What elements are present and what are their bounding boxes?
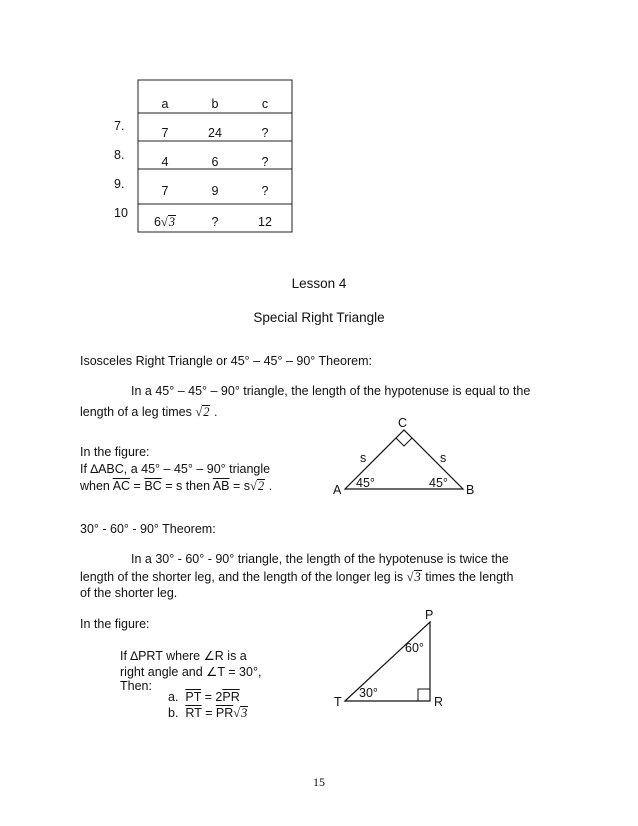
segment-rt: $\overline{RT}$	[185, 706, 202, 720]
table-cell: ?	[261, 126, 269, 140]
item-b-marker: b.	[168, 706, 179, 720]
row-number-7: 7.	[114, 119, 125, 133]
vertex-t-label: T	[334, 695, 342, 709]
when-text: when	[80, 479, 110, 493]
radical-sign: √	[160, 215, 168, 229]
table-cell: 7	[161, 184, 169, 198]
then-text: = s then	[165, 479, 211, 493]
radical-sign: √	[406, 570, 414, 584]
header-c: c	[261, 97, 269, 111]
row-number-9: 9.	[114, 177, 125, 191]
vertex-c-label: C	[398, 416, 408, 430]
table-cell: 24	[208, 126, 222, 140]
segment-ab: $\overline{AB}$	[212, 479, 230, 493]
theorem2-body-line1: In a 30° - 60° - 90° triangle, the length of the hypotenuse is twice the	[131, 552, 509, 566]
lesson-title: Lesson 4	[291, 276, 347, 291]
radical-sign: √	[195, 405, 203, 419]
header-b: b	[211, 97, 219, 111]
figure-radicand: 2	[257, 479, 265, 493]
vertex-p-label: P	[425, 608, 434, 622]
theorem1-heading: Isosceles Right Triangle or 45° – 45° – 90° Theorem:	[80, 354, 373, 368]
segment-ac: $\overline{AC}$	[112, 479, 131, 493]
radical-sign: √	[233, 706, 241, 720]
item-b-equals: =	[205, 706, 213, 720]
equals-s-text: = s	[233, 479, 251, 493]
figure-period: .	[268, 479, 273, 493]
angle-a-label: 45°	[356, 476, 375, 490]
angle-b-label: 45°	[429, 476, 448, 490]
segment-pr: $\overline{PR}$	[222, 690, 240, 704]
table-cell-radicand: 3	[168, 215, 176, 229]
theorem1-period: .	[213, 405, 218, 419]
theorem1-radicand: 2	[203, 405, 210, 419]
table-cell: 9	[211, 184, 219, 198]
vertex-a-label: A	[333, 483, 342, 497]
header-a: a	[161, 97, 169, 111]
theorem2-heading: 30° - 60° - 90° Theorem:	[80, 522, 216, 536]
table-cell: ?	[261, 155, 269, 169]
vertex-b-label: B	[466, 483, 475, 497]
item-a-marker: a.	[168, 690, 179, 704]
leg-bc-label: s	[440, 451, 447, 465]
theorem2-body-text: length of the shorter leg, and the length of the longer leg is	[80, 570, 404, 584]
lesson-subtitle: Special Right Triangle	[253, 310, 385, 325]
page-number: 15	[313, 775, 325, 789]
table-cell-coefficient: 6	[153, 215, 161, 229]
leg-ac-label: s	[360, 451, 367, 465]
table-cell: 12	[258, 215, 272, 229]
vertex-r-label: R	[434, 695, 444, 709]
table-cell: ?	[211, 215, 219, 229]
table-cell: ?	[261, 184, 269, 198]
theorem2-radicand: 3	[414, 570, 421, 584]
table-cell: 6	[211, 155, 219, 169]
angle-p-label: 60°	[405, 641, 424, 655]
segment-bc: $\overline{BC}$	[144, 479, 162, 493]
theorem2-figure-line1: If ∆PRT where ∠R is a	[120, 649, 247, 663]
theorem2-figure-line2: right angle and ∠T = 30°,	[120, 665, 262, 679]
right-angle-mark	[418, 689, 430, 701]
theorem2-figure-intro: In the figure:	[80, 617, 150, 631]
theorem1-body-text: length of a leg times	[80, 405, 192, 419]
theorem1-body-line1: In a 45° – 45° – 90° triangle, the length of the hypotenuse is equal to the	[131, 384, 531, 398]
table-cell: 4	[161, 155, 169, 169]
item-b-radicand: 3	[241, 706, 248, 720]
theorem1-figure-line1: If ∆ABC, a 45° – 45° – 90° triangle	[80, 462, 271, 476]
theorem2-body-line3: of the shorter leg.	[80, 586, 178, 600]
item-a-equals: = 2	[204, 690, 223, 704]
theorem2-body-text-tail: times the length	[425, 570, 514, 584]
angle-t-label: 30°	[359, 686, 378, 700]
theorem1-figure-intro: In the figure:	[80, 445, 150, 459]
row-number-8: 8.	[114, 148, 125, 162]
row-number-10: 10	[114, 206, 128, 220]
triangle-prt	[345, 622, 430, 701]
equals-sign: =	[133, 479, 141, 493]
theorem2-figure-line3: Then:	[120, 679, 152, 693]
segment-pr: $\overline{PR}$	[215, 706, 234, 720]
table-cell: 7	[161, 126, 169, 140]
radical-sign: √	[250, 479, 257, 493]
segment-pt: $\overline{PT}$	[185, 690, 202, 704]
